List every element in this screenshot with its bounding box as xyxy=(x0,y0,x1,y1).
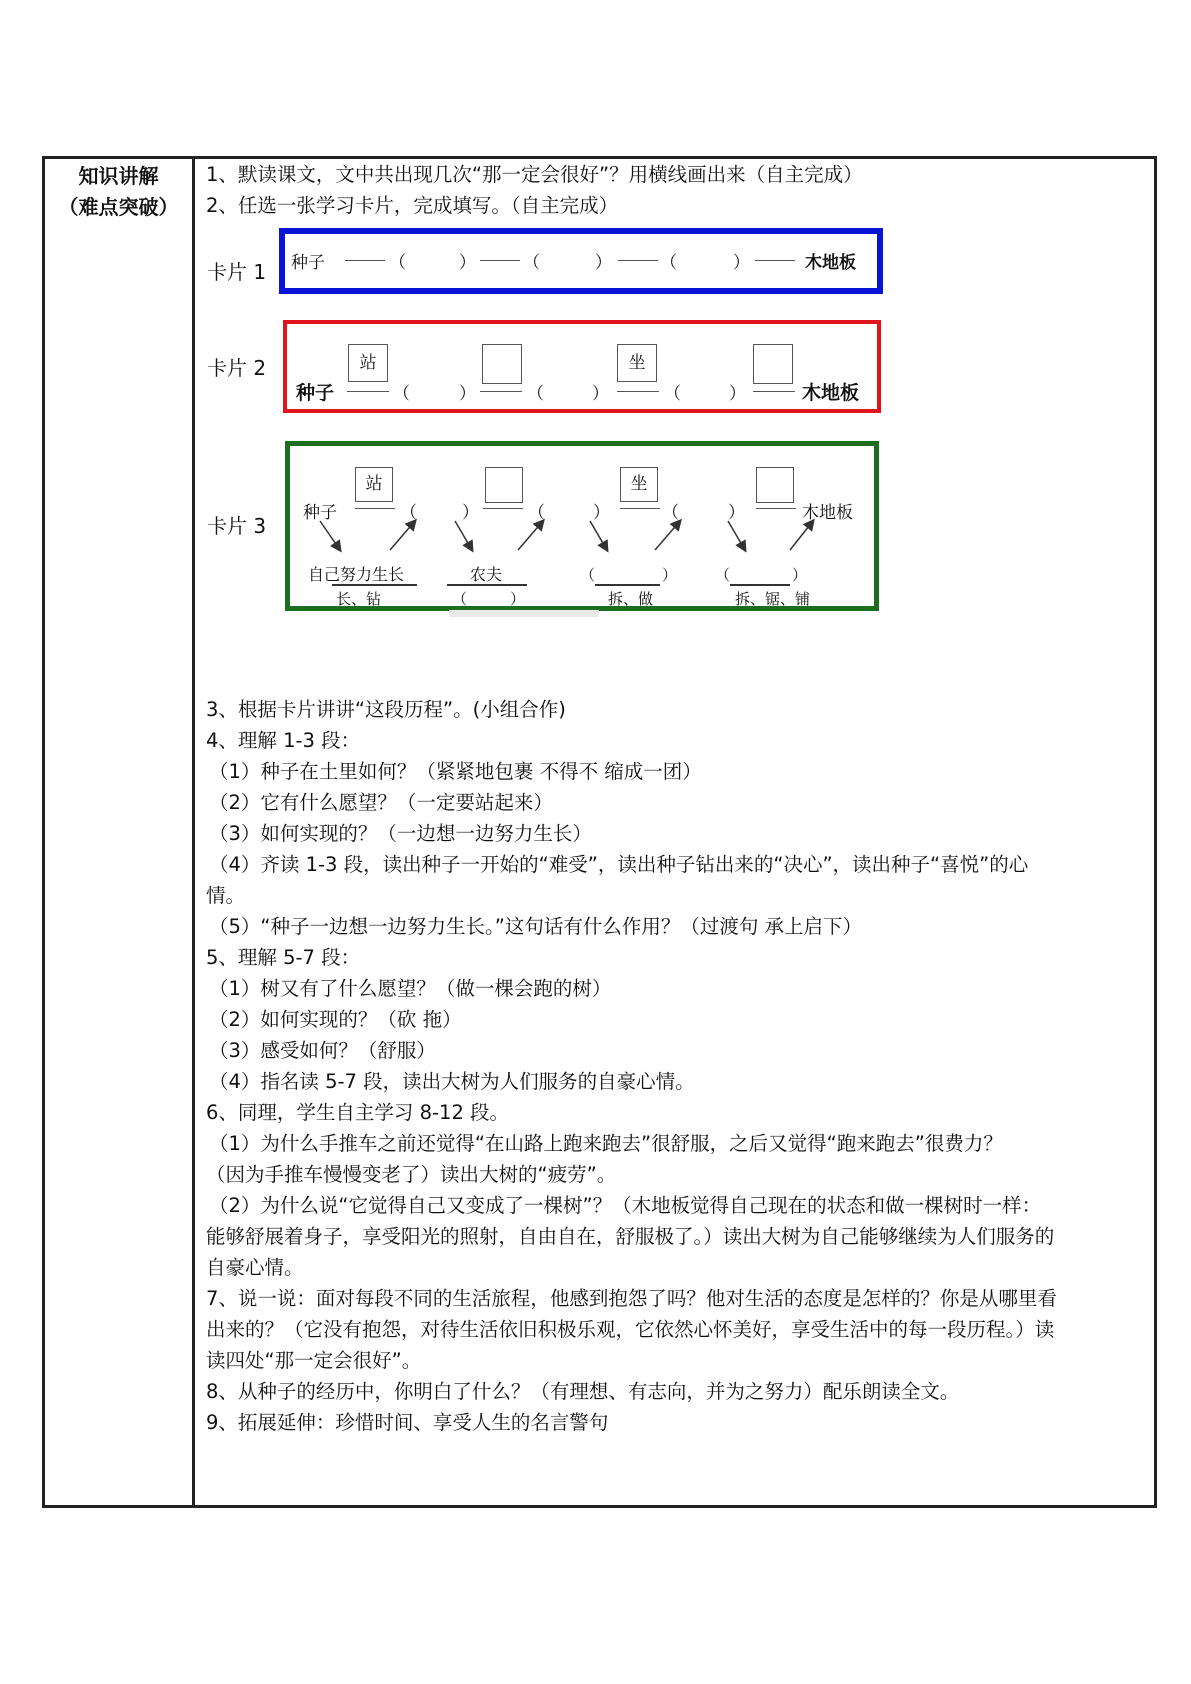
task-4-1: （1）种子在土里如何？（紧紧地包裹 不得不 缩成一团） xyxy=(209,760,702,783)
task-4-3: （3）如何实现的？（一边想一边努力生长） xyxy=(209,822,592,845)
card-2: 种子 站 （ ） （ ） 坐 （ ） 木地板 xyxy=(283,320,881,413)
section-title: 知识讲解 xyxy=(78,164,159,188)
card-3: 种子 站 （ ） （ ） 坐 （ ） 木地板 自己努力生长 长、钻 农夫 （ ） （ ） 拆、做 （ ） 拆、锯、铺 xyxy=(285,441,879,611)
card-2-start: 种子 xyxy=(296,382,335,404)
card-3-note-2: 农夫 xyxy=(470,565,503,584)
task-8: 8、从种子的经历中，你明白了什么？（有理想、有志向，并为之努力）配乐朗读全文。 xyxy=(206,1380,960,1403)
task-6: 6、同理，学生自主学习 8-12 段。 xyxy=(206,1101,510,1124)
task-4-5: （5）“种子一边想一边努力生长。”这句话有什么作用？（过渡句 承上启下） xyxy=(209,915,863,938)
card-3-note-1: 自己努力生长 xyxy=(308,565,405,584)
task-1: 1、默读课文，文中共出现几次“那一定会很好”？用横线画出来（自主完成） xyxy=(206,163,863,186)
section-subtitle: （难点突破） xyxy=(58,195,179,219)
card-1-end: 木地板 xyxy=(805,253,856,273)
task-6-1: （1）为什么手推车之前还觉得“在山路上跑来跑去”很舒服，之后又觉得“跑来跑去”很费力？ xyxy=(209,1132,1003,1155)
task-6-2-cont-2: 自豪心情。 xyxy=(206,1256,304,1279)
task-6-2: （2）为什么说“它觉得自己又变成了一棵树”？（木地板觉得自己现在的状态和做一棵树时一样： xyxy=(209,1194,1042,1217)
card-3-box-1: 站 xyxy=(355,467,393,502)
task-9: 9、拓展延伸：珍惜时间、享受人生的名言警句 xyxy=(206,1411,609,1434)
card-1-label: 卡片 1 xyxy=(207,260,267,284)
column-divider xyxy=(192,156,195,1508)
task-4-4: （4）齐读 1-3 段，读出种子一开始的“难受”，读出种子钻出来的“决心”，读出种子“喜悦”的心 xyxy=(209,853,1029,876)
card-2-box-3: 坐 xyxy=(617,344,657,382)
task-7: 7、说一说：面对每段不同的生活旅程，他感到抱怨了吗？他对生活的态度是怎样的？你是从哪里看 xyxy=(206,1287,1057,1310)
card-2-end: 木地板 xyxy=(802,382,860,404)
task-4: 4、理解 1-3 段： xyxy=(206,729,361,752)
card-2-label: 卡片 2 xyxy=(207,356,267,380)
task-2: 2、任选一张学习卡片，完成填写。（自主完成） xyxy=(206,194,619,217)
card-1-start: 种子 xyxy=(291,253,325,273)
task-5-4: （4）指名读 5-7 段，读出大树为人们服务的自豪心情。 xyxy=(209,1070,695,1093)
scan-artifact xyxy=(449,610,599,617)
card-2-box-2 xyxy=(482,344,522,384)
card-2-box-4 xyxy=(753,344,793,384)
card-1: 种子 （ ） （ ） （ ） 木地板 xyxy=(279,228,883,294)
task-5-3: （3）感受如何？（舒服） xyxy=(209,1039,436,1062)
card-3-note-3-sub: 拆、做 xyxy=(608,590,654,608)
card-3-note-4-sub: 拆、锯、铺 xyxy=(735,590,811,608)
task-7-cont-2: 读四处“那一定会很好”。 xyxy=(206,1349,422,1372)
card-3-end: 木地板 xyxy=(802,503,853,523)
card-3-start: 种子 xyxy=(303,503,337,523)
task-4-2: （2）它有什么愿望？（一定要站起来） xyxy=(209,791,553,814)
task-6-2-cont: 能够舒展着身子，享受阳光的照射，自由自在，舒服极了。）读出大树为自己能够继续为人们服务的 xyxy=(206,1225,1055,1248)
task-5-1: （1）树又有了什么愿望？（做一棵会跑的树） xyxy=(209,977,612,1000)
card-3-box-3: 坐 xyxy=(620,467,658,502)
card-2-box-1: 站 xyxy=(348,344,388,382)
task-5: 5、理解 5-7 段： xyxy=(206,946,361,969)
card-3-note-1-sub: 长、钻 xyxy=(336,590,382,608)
task-4-4-cont: 情。 xyxy=(206,884,246,907)
task-6-1-cont: （因为手推车慢慢变老了）读出大树的“疲劳”。 xyxy=(206,1163,617,1186)
task-3: 3、根据卡片讲讲“这段历程”。(小组合作) xyxy=(206,698,566,721)
card-3-label: 卡片 3 xyxy=(207,514,267,538)
task-7-cont: 出来的？（它没有抱怨，对待生活依旧积极乐观，它依然心怀美好，享受生活中的每一段历程。）读 xyxy=(206,1318,1055,1341)
task-5-2: （2）如何实现的？（砍 拖） xyxy=(209,1008,462,1031)
